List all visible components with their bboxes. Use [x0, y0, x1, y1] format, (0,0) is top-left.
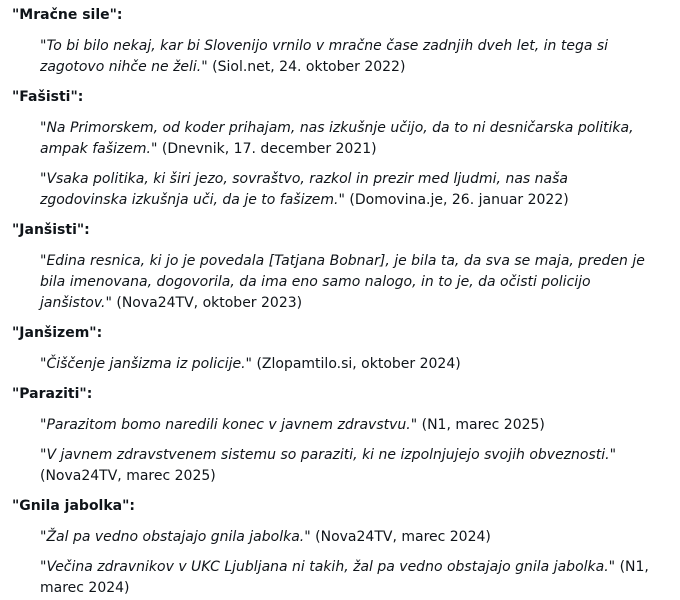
quote-item [40, 354, 652, 375]
quote-item [40, 36, 652, 78]
section-mracne-sile [12, 5, 652, 78]
section-heading: "Mračne sile": [12, 7, 123, 23]
quote-text: "Večina zdravnikov v UKC Ljubljana ni takih, žal pa vedno obstajajo gnila jabolka." [40, 559, 616, 575]
section-heading: "Gnila jabolka": [12, 498, 136, 514]
quote-source: (N1, marec 2024) [40, 559, 649, 596]
quote-source: (Domovina.je, 26. januar 2022) [349, 192, 569, 208]
section-heading: "Paraziti": [12, 386, 93, 402]
quote-item [40, 527, 652, 548]
quote-source: (Dnevnik, 17. december 2021) [161, 141, 377, 157]
quote-text: "V javnem zdravstvenem sistemu so paraziti, ki ne izpolnjujejo svojih obveznosti." [40, 447, 617, 463]
quote-source: (Nova24TV, marec 2024) [315, 529, 491, 545]
section-gnila-jabolka [12, 496, 652, 599]
section-heading: "Fašisti": [12, 89, 84, 105]
quote-item [40, 557, 652, 599]
quote-source: (N1, marec 2025) [421, 417, 545, 433]
section-heading: "Janšizem": [12, 325, 103, 341]
quote-source: (Nova24TV, oktober 2023) [116, 295, 303, 311]
quote-source: (Nova24TV, marec 2025) [40, 468, 216, 484]
section-jansisti [12, 220, 652, 314]
section-paraziti [12, 384, 652, 487]
quote-text: "Parazitom bomo naredili konec v javnem zdravstvu." [40, 417, 418, 433]
quote-text: "Na Primorskem, od koder prihajam, nas izkušnje učijo, da to ni desničarska politika, ampak fašizem." [40, 120, 634, 157]
quote-text: "Vsaka politika, ki širi jezo, sovraštvo, razkol in prezir med ljudmi, nas naša zgodovinska izkušnja uči, da je to fašizem." [40, 171, 568, 208]
quote-text: "To bi bilo nekaj, kar bi Slovenijo vrnilo v mračne čase zadnjih dveh let, in tega si zagotovo nihče ne želi." [40, 38, 609, 75]
quote-item [40, 118, 652, 160]
quote-item [40, 251, 652, 314]
section-jansizem [12, 323, 652, 375]
quote-text: "Čiščenje janšizma iz policije." [40, 356, 252, 372]
quote-text: "Edina resnica, ki jo je povedala [Tatjana Bobnar], je bila ta, da sva se maja, preden je bila imenovana, dogovorila, da ima eno samo nalogo, in to je, da očisti policijo janšistov." [40, 253, 645, 311]
quote-item [40, 445, 652, 487]
section-heading: "Janšisti": [12, 222, 90, 238]
quote-text: "Žal pa vedno obstajajo gnila jabolka." [40, 529, 311, 545]
quote-item [40, 169, 652, 211]
quote-source: (Siol.net, 24. oktober 2022) [212, 59, 406, 75]
quote-item [40, 415, 652, 436]
quote-source: (Zlopamtilo.si, oktober 2024) [256, 356, 461, 372]
section-fasisti [12, 87, 652, 211]
